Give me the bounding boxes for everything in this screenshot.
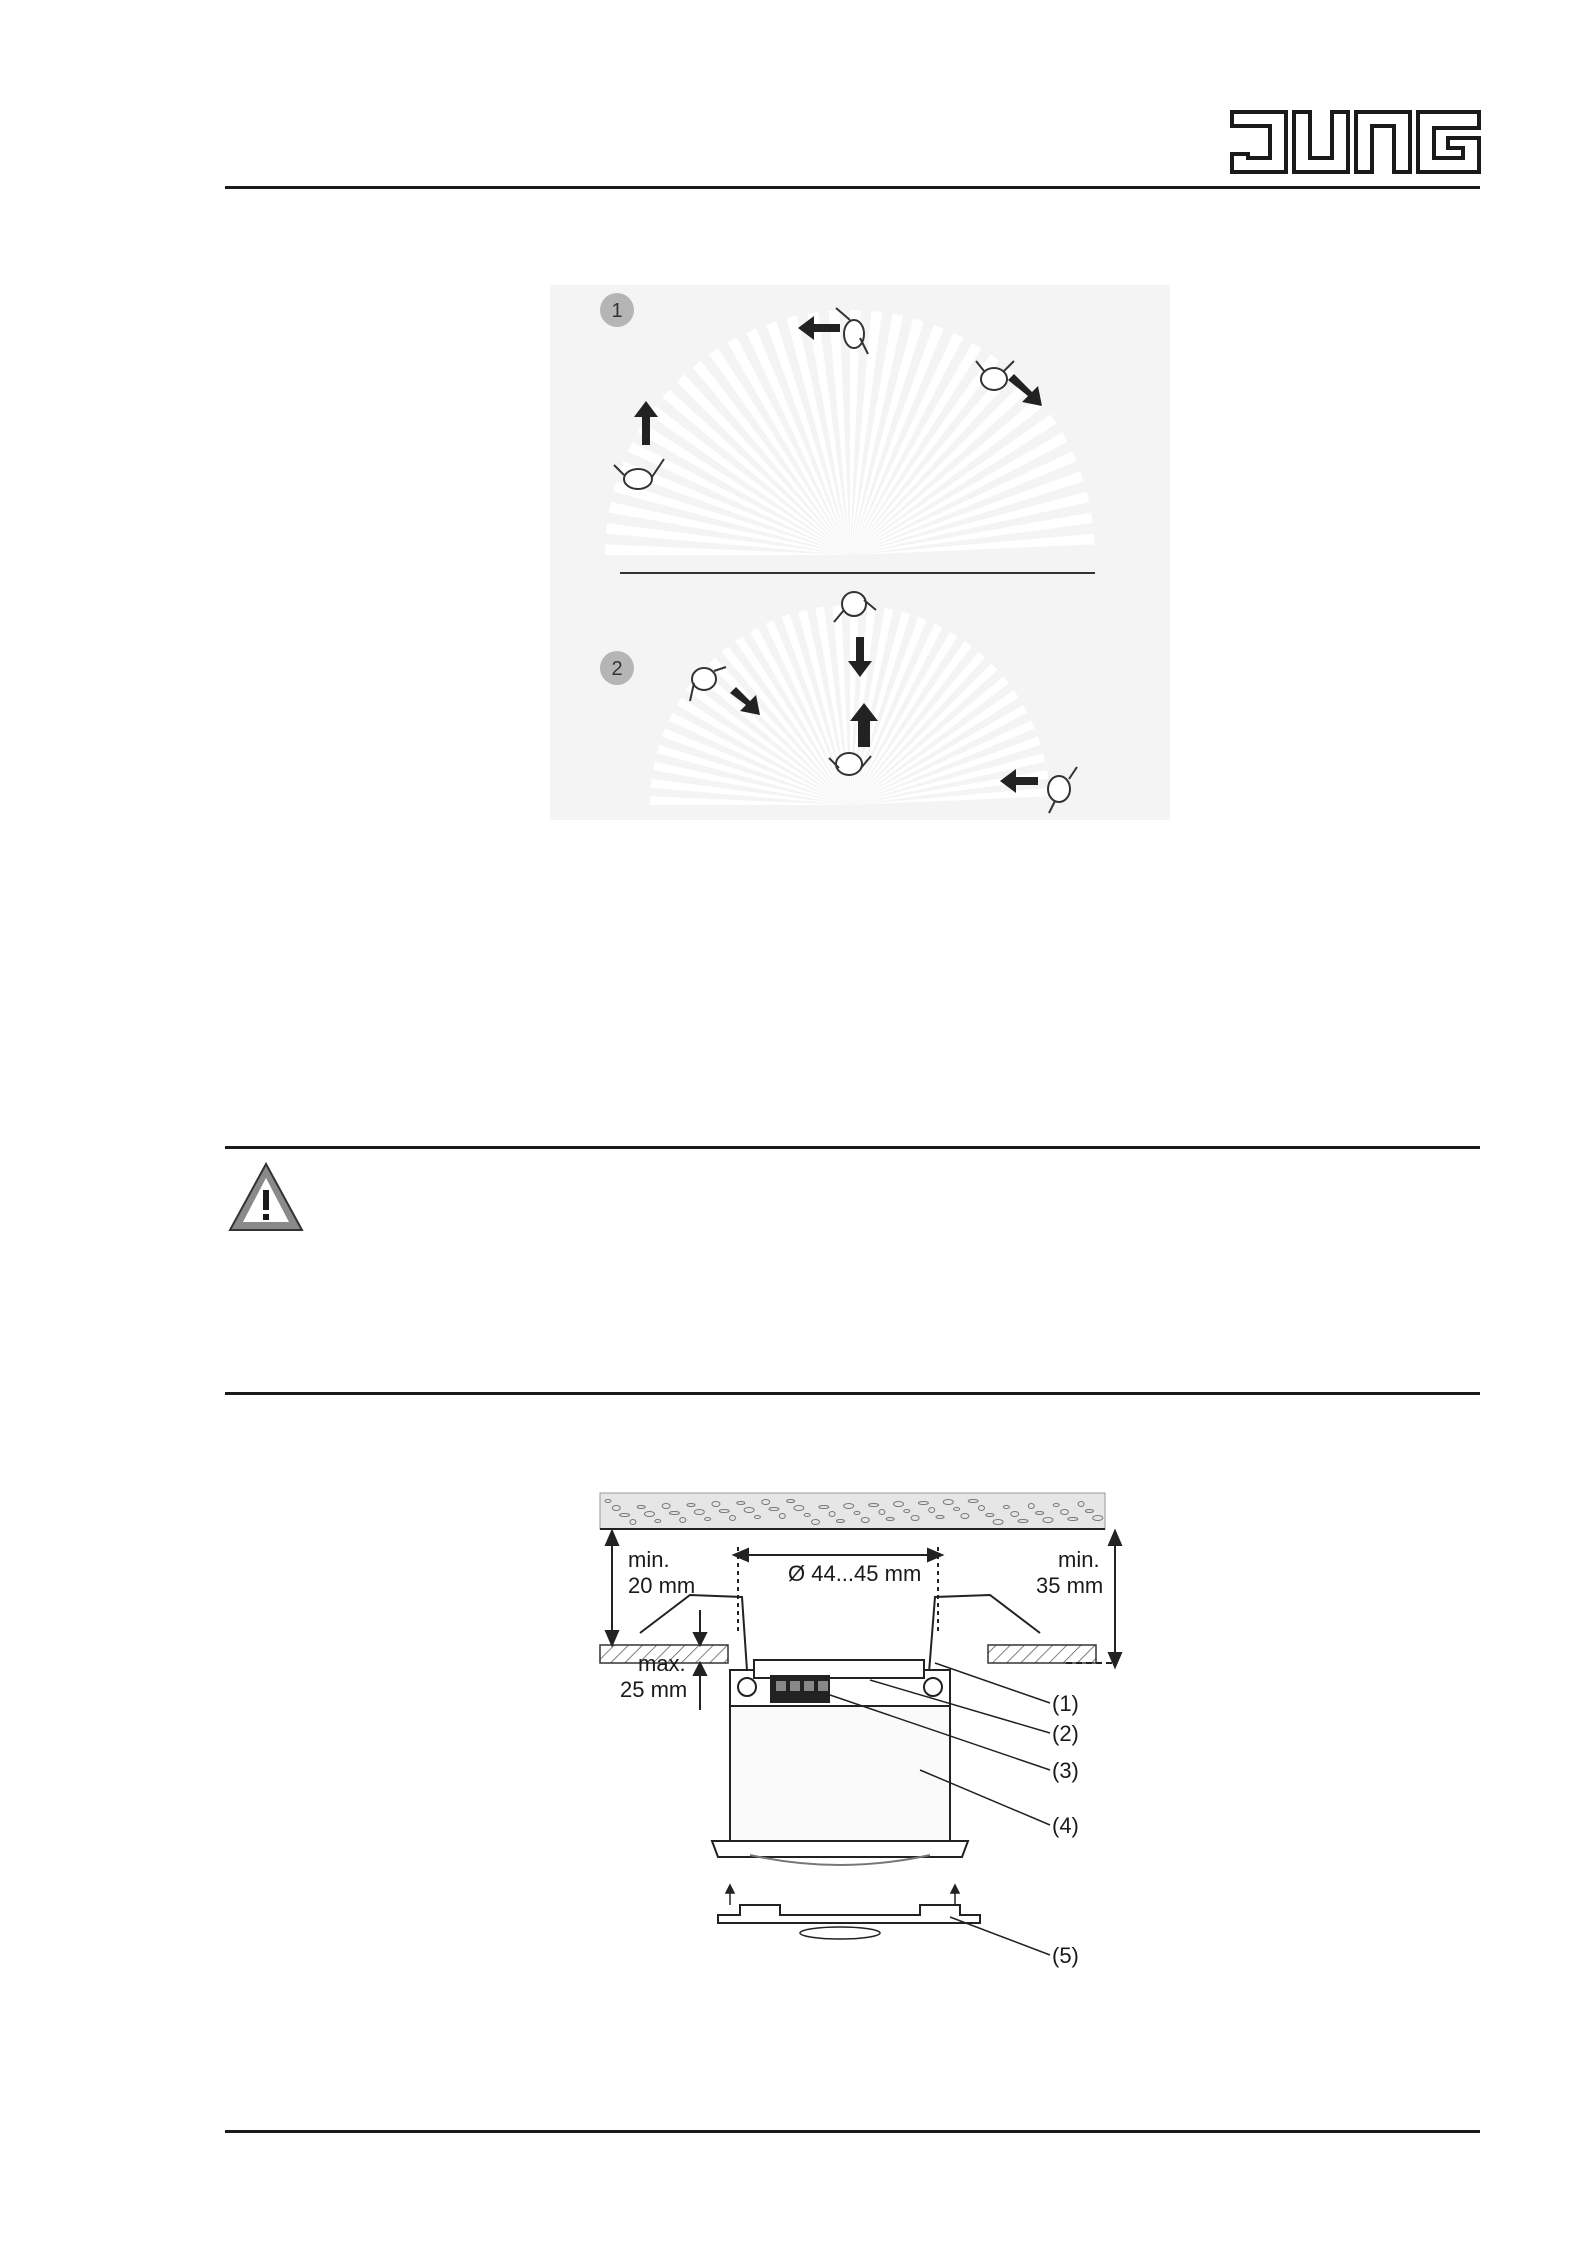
svg-text:2: 2 — [611, 658, 623, 680]
dim-max-2: 25 mm — [620, 1677, 688, 1702]
header-rule — [225, 186, 1480, 189]
footer-rule — [225, 2130, 1480, 2133]
callout-2: (2) — [1052, 1721, 1079, 1746]
installation-figure — [590, 1485, 1130, 1968]
badge-1 — [600, 293, 634, 327]
dim-min-left-1: min. — [628, 1547, 670, 1572]
callout-3: (3) — [1052, 1758, 1079, 1783]
warning-triangle-icon — [226, 1160, 306, 1236]
callout-4: (4) — [1052, 1813, 1079, 1838]
jung-logo — [1228, 108, 1483, 178]
dim-min-left-2: 20 mm — [628, 1573, 696, 1598]
dim-min-right-1: min. — [1058, 1547, 1100, 1572]
callout-5: (5) — [1052, 1943, 1079, 1968]
detection-field-figure — [550, 285, 1170, 820]
dim-diameter: Ø 44...45 mm — [788, 1561, 922, 1586]
callout-1: (1) — [1052, 1691, 1079, 1716]
badge-2 — [600, 651, 634, 685]
warning-top-rule — [225, 1146, 1480, 1149]
svg-text:1: 1 — [611, 300, 623, 322]
dim-min-right-2: 35 mm — [1036, 1573, 1104, 1598]
warning-bottom-rule — [225, 1392, 1480, 1395]
dim-max-1: max. — [638, 1651, 686, 1676]
